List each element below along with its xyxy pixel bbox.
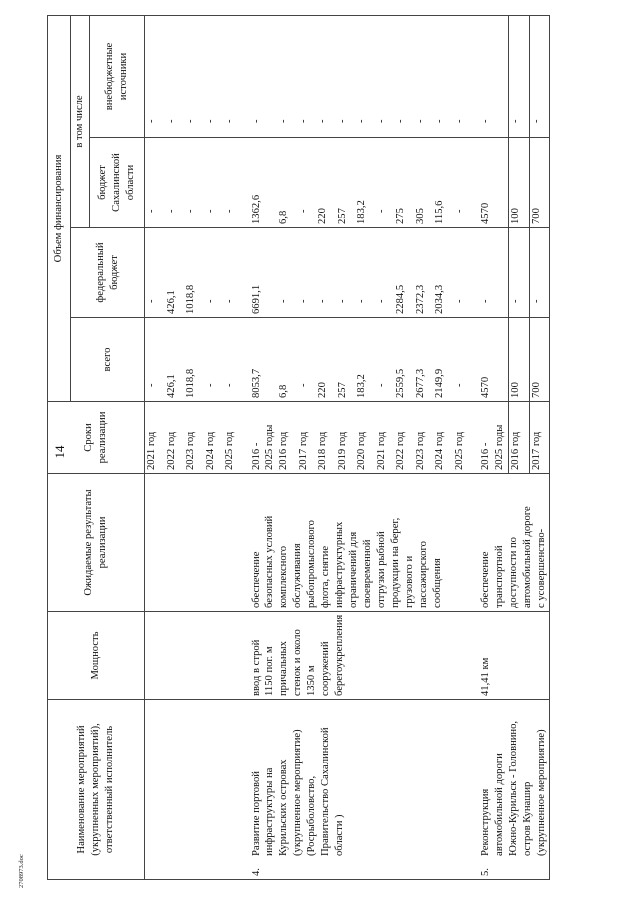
results-line: с усовершенство- [536, 528, 548, 608]
power-cell [145, 612, 243, 700]
extrabudget-cell: - [529, 16, 550, 138]
federal-cell: - [277, 228, 297, 318]
results-line: обеспечение [480, 551, 492, 608]
federal-cell: 2284,5 [394, 228, 414, 318]
project-index: 4. [250, 868, 262, 876]
name-cell [145, 700, 243, 880]
total-cell: 700 [529, 318, 550, 402]
extrabudget-cell: - [394, 16, 414, 138]
header-total: всего [71, 318, 145, 402]
power-cell [478, 612, 549, 700]
term-cell [394, 402, 414, 474]
results-line: сообщения [432, 558, 444, 608]
regional-cell: 305 [414, 138, 434, 228]
project-name-line: области ) [334, 814, 346, 856]
total-cell: - [453, 318, 473, 402]
term-text: 2025 годы [264, 424, 276, 470]
table-row [478, 16, 508, 880]
total-cell: - [223, 318, 243, 402]
project-name-line: Южно-Курильск - Головнино, [508, 720, 520, 856]
term-text: 2023 год [185, 431, 196, 470]
extrabudget-cell: - [336, 16, 356, 138]
extrabudget-cell: - [297, 16, 317, 138]
project-name-cell [249, 700, 473, 880]
term-text: 2024 год [204, 431, 216, 470]
regional-cell: - [204, 138, 224, 228]
total-cell: 183,2 [355, 318, 375, 402]
regional-cell: - [375, 138, 395, 228]
term-cell [336, 402, 356, 474]
extrabudget-cell: - [204, 16, 224, 138]
table-body [145, 16, 550, 880]
total-cell: - [145, 318, 165, 402]
results-line: доступности по [508, 537, 520, 608]
federal-cell: 426,1 [165, 228, 185, 318]
term-text: 2016 - [480, 442, 492, 470]
extrabudget-cell: - [355, 16, 375, 138]
regional-cell: 6,8 [277, 138, 297, 228]
header-extrabudget: внебюджетные источники [90, 16, 145, 138]
table-row [249, 16, 278, 880]
regional-cell: - [453, 138, 473, 228]
federal-cell: - [355, 228, 375, 318]
regional-cell: 100 [508, 138, 529, 228]
header-terms: Сроки реализации [48, 402, 145, 474]
total-cell: 2149,9 [433, 318, 453, 402]
total-cell: 8053,7 [249, 318, 278, 402]
extrabudget-cell: - [277, 16, 297, 138]
power-line: причальных [278, 641, 290, 696]
term-text: 2016 год [509, 431, 521, 470]
project-name-line: Курильских островах [278, 759, 290, 856]
term-cell [453, 402, 473, 474]
results-line: инфраструктурных [334, 521, 346, 608]
project-name-line: Реконструкция [480, 788, 492, 856]
project-name-line: остров Кунашир [522, 781, 534, 856]
term-text: 2018 год [317, 431, 329, 470]
results-line: транспортной [494, 545, 506, 608]
results-line: рыбопромыслового [306, 520, 318, 608]
regional-cell: 115,6 [433, 138, 453, 228]
term-text: 2017 год [297, 431, 309, 470]
header-power: Мощность [48, 612, 145, 700]
extrabudget-cell: - [184, 16, 204, 138]
term-cell [508, 402, 529, 474]
total-cell: - [375, 318, 395, 402]
term-text: 2021 год [375, 431, 387, 470]
total-cell: 2677,3 [414, 318, 434, 402]
results-line: флота, снятие [320, 545, 332, 608]
term-cell [297, 402, 317, 474]
total-cell: 1018,8 [184, 318, 204, 402]
term-cell [375, 402, 395, 474]
term-cell [355, 402, 375, 474]
results-line: грузового и [404, 555, 416, 608]
federal-cell: 6691,1 [249, 228, 278, 318]
page-number: 14 [52, 445, 67, 459]
extrabudget-cell: - [478, 16, 508, 138]
header-federal: федеральный бюджет [71, 228, 145, 318]
project-name-line: Развитие портовой [250, 771, 262, 856]
term-cell [478, 402, 508, 474]
header-financing: Объем финансирования [48, 16, 71, 402]
extrabudget-cell: - [145, 16, 165, 138]
term-text: 2019 год [336, 431, 348, 470]
term-text: 2016 год [278, 431, 290, 470]
regional-cell: - [165, 138, 185, 228]
header-name: Наименование мероприятий (укрупненных мероприятий), ответственный исполнитель [48, 700, 145, 880]
federal-cell: - [375, 228, 395, 318]
regional-cell: 1362,6 [249, 138, 278, 228]
total-cell: 426,1 [165, 318, 185, 402]
term-text: 2017 год [530, 431, 542, 470]
power-line: берегоукрепления [334, 614, 346, 696]
term-cell [414, 402, 434, 474]
results-line: комплексного [278, 546, 290, 608]
total-cell: 2559,5 [394, 318, 414, 402]
term-text: 2022 год [165, 431, 177, 470]
results-line: продукции на берег, [390, 517, 402, 608]
regional-cell: - [223, 138, 243, 228]
extrabudget-cell: - [433, 16, 453, 138]
results-cell [478, 474, 549, 612]
federal-cell: - [336, 228, 356, 318]
results-line: обеспечение [250, 551, 262, 608]
total-cell: 220 [316, 318, 336, 402]
project-name-line: автомобильной дороги [494, 753, 506, 856]
project-index: 5. [480, 868, 492, 876]
term-cell [204, 402, 224, 474]
results-cell [145, 474, 243, 612]
term-cell [145, 402, 165, 474]
extrabudget-cell: - [453, 16, 473, 138]
total-cell: 4570 [478, 318, 508, 402]
regional-cell: - [184, 138, 204, 228]
federal-cell: - [223, 228, 243, 318]
extrabudget-cell: - [249, 16, 278, 138]
power-line: стенок и около [292, 629, 304, 696]
total-cell: 6,8 [277, 318, 297, 402]
project-name-line: (укрупненное мероприятие) [292, 729, 304, 856]
power-line: 41,41 км [480, 657, 492, 696]
project-name-line: (укрупненное мероприятие) [536, 729, 548, 856]
power-cell [249, 612, 473, 700]
term-cell [165, 402, 185, 474]
federal-cell: 2372,3 [414, 228, 434, 318]
results-cell [249, 474, 473, 612]
term-text: 2023 год [414, 431, 426, 470]
power-line: ввод в строй [250, 639, 262, 696]
regional-cell: 700 [529, 138, 550, 228]
regional-cell: 183,2 [355, 138, 375, 228]
footer-doc-code: 2708973.doc [18, 854, 25, 888]
project-name-line: (Росрыболовство, [306, 775, 318, 856]
federal-cell: - [145, 228, 165, 318]
regional-cell: 257 [336, 138, 356, 228]
federal-cell: - [529, 228, 550, 318]
financing-table [47, 15, 550, 880]
federal-cell: - [204, 228, 224, 318]
regional-cell: 220 [316, 138, 336, 228]
regional-cell: 275 [394, 138, 414, 228]
results-line: безопасных условий [264, 515, 276, 608]
power-line: сооружений [320, 641, 332, 696]
total-cell: 100 [508, 318, 529, 402]
term-cell [249, 402, 278, 474]
results-line: своевременной [362, 539, 374, 608]
total-cell: - [297, 318, 317, 402]
results-line: обслуживания [292, 543, 304, 608]
federal-cell: - [508, 228, 529, 318]
term-cell [184, 402, 204, 474]
header-regional: бюджет Сахалинской области [90, 138, 145, 228]
regional-cell: - [145, 138, 165, 228]
extrabudget-cell: - [375, 16, 395, 138]
federal-cell: - [478, 228, 508, 318]
federal-cell: - [297, 228, 317, 318]
term-text: 2022 год [395, 431, 407, 470]
rotated-table-container [47, 16, 577, 880]
project-name-line: инфраструктуры на [264, 767, 276, 856]
extrabudget-cell: - [508, 16, 529, 138]
federal-cell: 1018,8 [184, 228, 204, 318]
power-line: 1350 м [306, 665, 318, 696]
extrabudget-cell: - [223, 16, 243, 138]
federal-cell: - [453, 228, 473, 318]
header-results: Ожидаемые результаты реализации [48, 474, 145, 612]
term-text: 2024 год [434, 431, 446, 470]
power-line: 1150 пог. м [264, 646, 276, 696]
regional-cell: - [297, 138, 317, 228]
term-cell [277, 402, 297, 474]
project-name-line: Правительство Сахалинской [320, 727, 332, 856]
header-including: в том числе [71, 16, 90, 228]
regional-cell: 4570 [478, 138, 508, 228]
term-text: 2025 годы [494, 424, 506, 470]
term-text: 2025 год [224, 431, 235, 470]
term-text: 2016 - [250, 442, 262, 470]
total-cell: - [204, 318, 224, 402]
results-line: ограничений для [348, 531, 360, 608]
federal-cell: - [316, 228, 336, 318]
table-row [145, 16, 165, 880]
extrabudget-cell: - [316, 16, 336, 138]
project-name-cell [478, 700, 549, 880]
term-cell [316, 402, 336, 474]
term-cell [223, 402, 243, 474]
term-text: 2020 год [356, 431, 368, 470]
extrabudget-cell: - [165, 16, 185, 138]
term-cell [529, 402, 550, 474]
table-header [48, 16, 145, 880]
term-cell [433, 402, 453, 474]
results-line: отгрузки рыбной [376, 531, 388, 608]
results-line: пассажирского [418, 541, 430, 608]
extrabudget-cell: - [414, 16, 434, 138]
federal-cell: 2034,3 [433, 228, 453, 318]
total-cell: 257 [336, 318, 356, 402]
results-line: автомобильной дороге [522, 506, 534, 608]
term-text: 2025 год [453, 431, 465, 470]
term-text: 2021 год [146, 431, 157, 470]
